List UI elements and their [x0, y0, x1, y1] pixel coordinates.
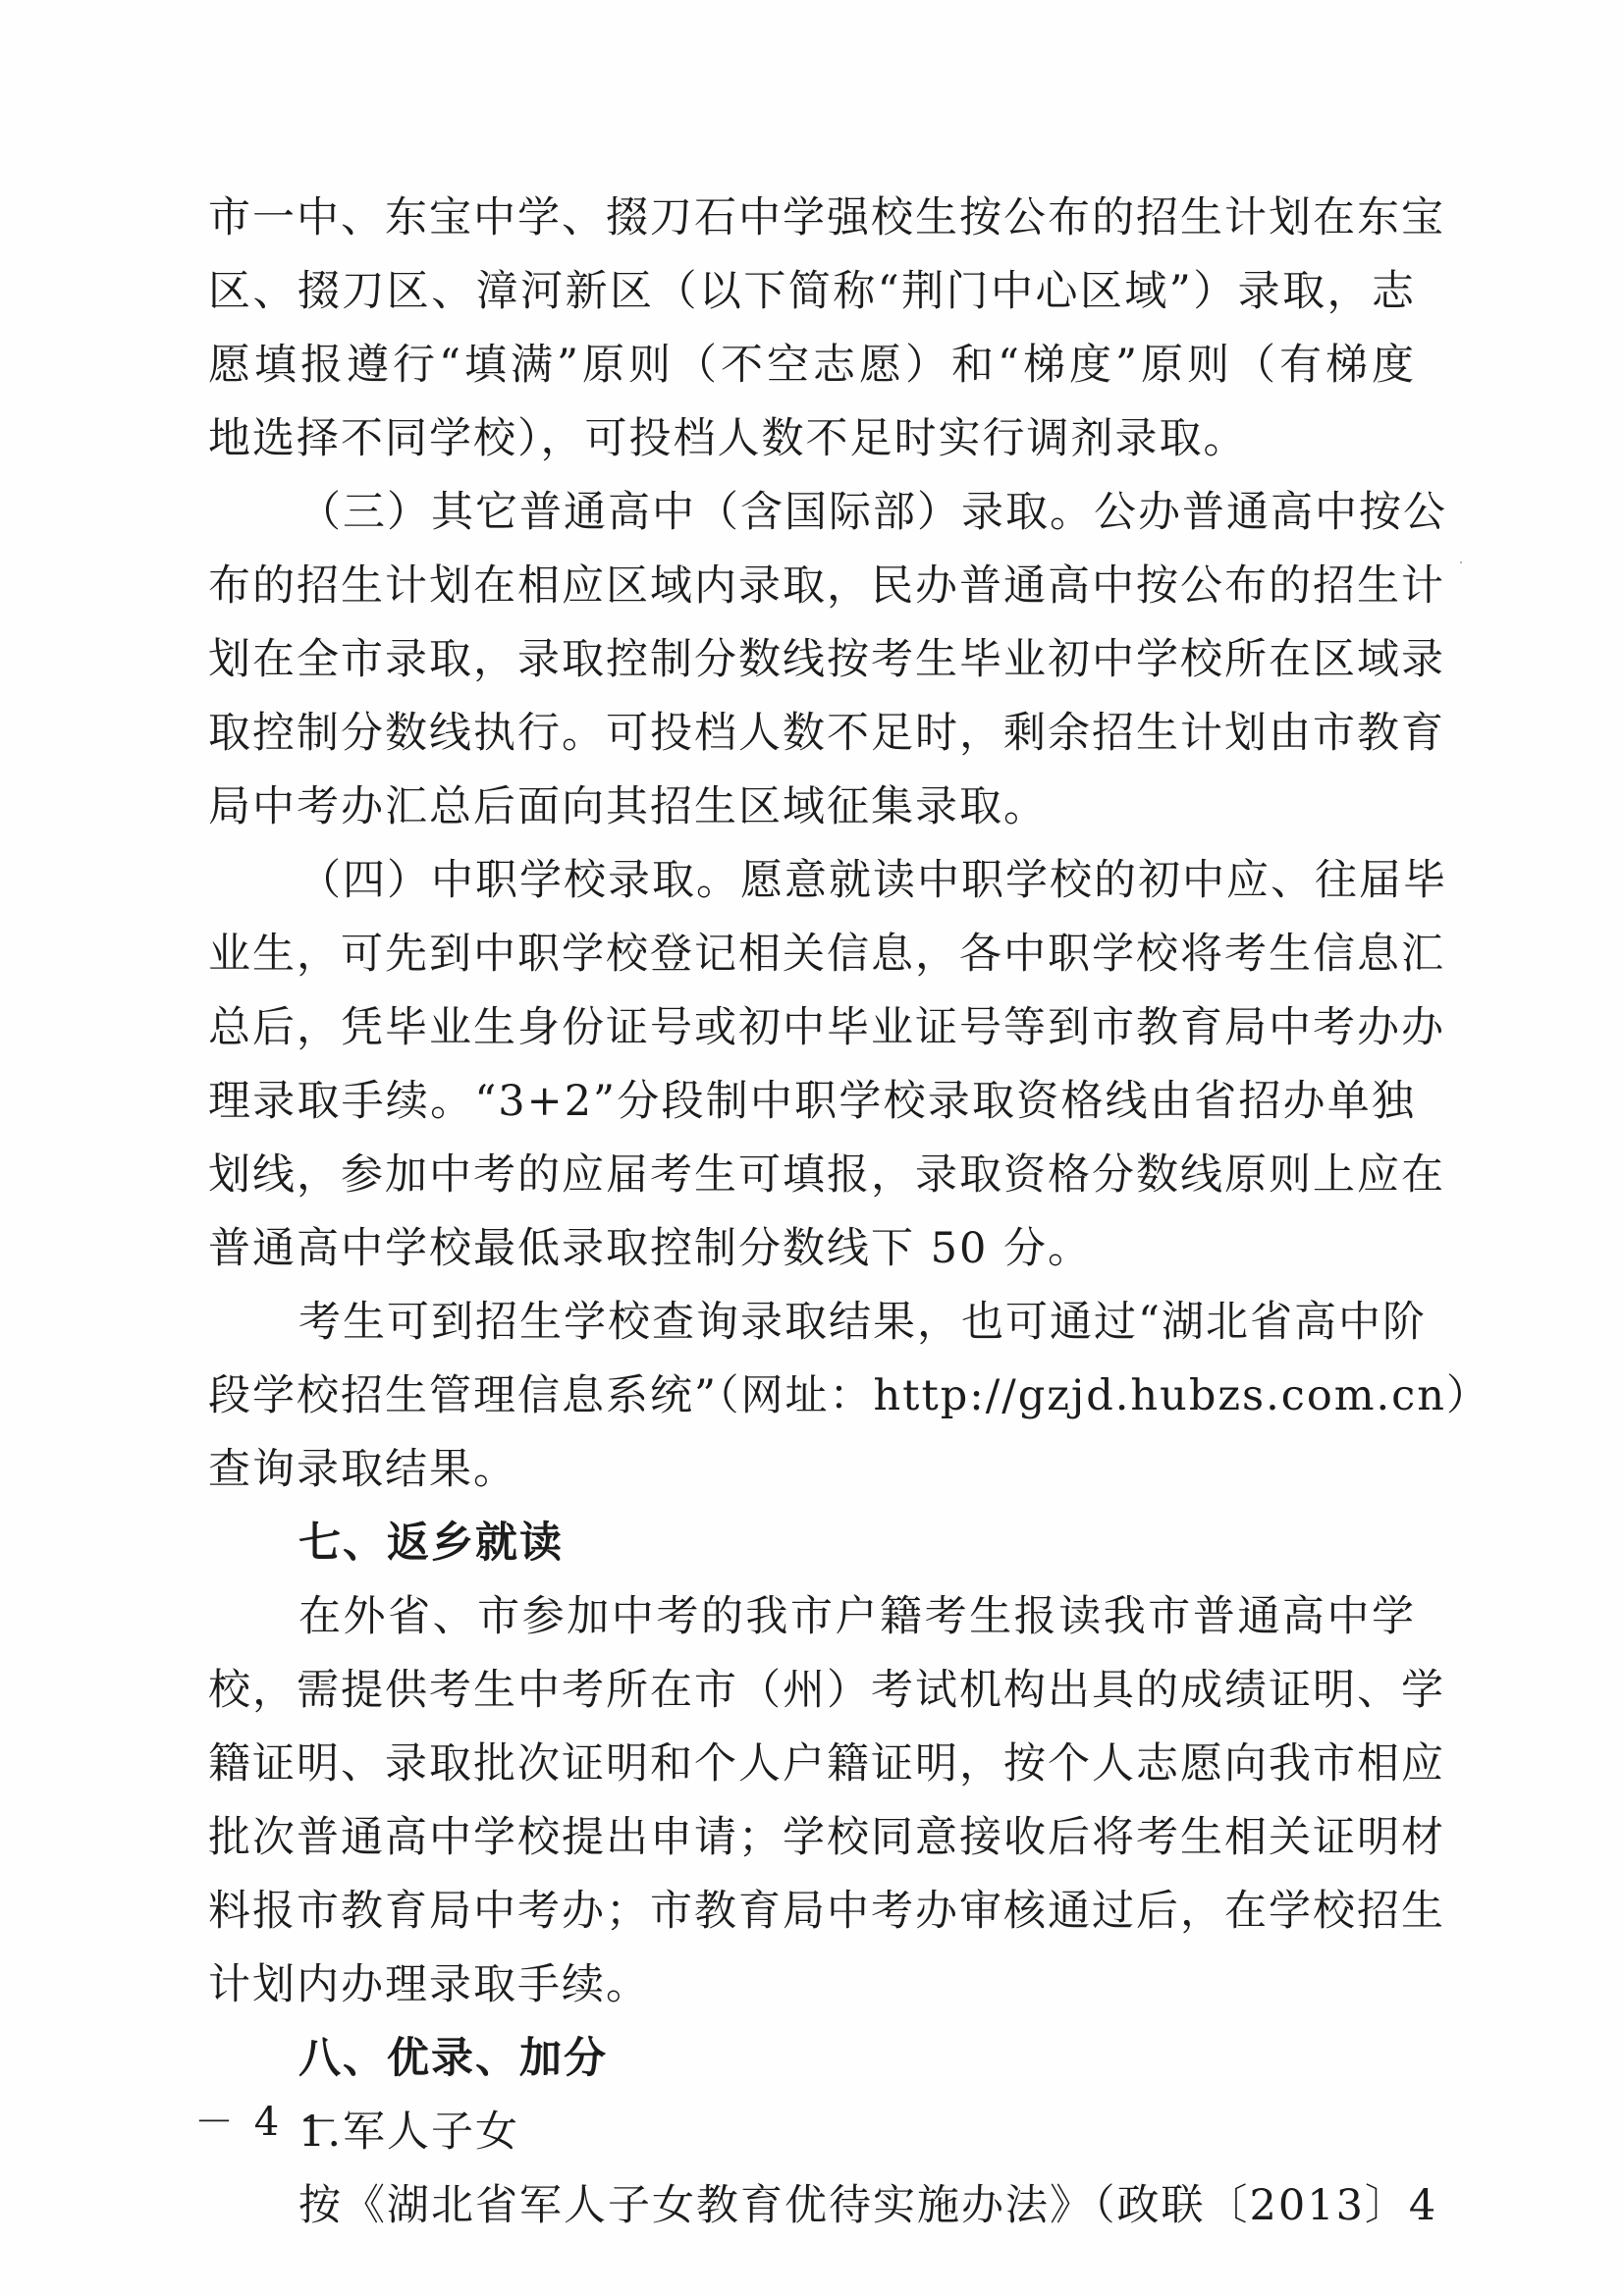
paragraph-line: 校，需提供考生中考所在市（州）考试机构出具的成绩证明、学 — [208, 1666, 1445, 1715]
paragraph-line: 市一中、东宝中学、掇刀石中学强校生按公布的招生计划在东宝 — [208, 193, 1445, 242]
paragraph-line: 查询录取结果。 — [208, 1445, 517, 1494]
paragraph-line: 局中考办汇总后面向其招生区域征集录取。 — [208, 782, 1048, 831]
paragraph-line: 按《湖北省军人子女教育优待实施办法》（政联〔2013〕4 — [298, 2181, 1438, 2230]
paragraph-line: 业生，可先到中职学校登记相关信息，各中职学校将考生信息汇 — [208, 930, 1445, 979]
paragraph-line: 计划内办理录取手续。 — [208, 1960, 650, 2009]
paragraph-line: 区、掇刀区、漳河新区（以下简称“荆门中心区域”）录取，志 — [208, 267, 1416, 316]
paragraph-line: 批次普通高中学校提出申请；学校同意接收后将考生相关证明材 — [208, 1813, 1445, 1862]
scan-speck — [1460, 561, 1462, 563]
paragraph-line: 理录取手续。“3+2”分段制中职学校录取资格线由省招办单独 — [208, 1077, 1416, 1126]
page-number: － 4 － — [194, 2100, 343, 2145]
paragraph-line: 总后，凭毕业生身份证号或初中毕业证号等到市教育局中考办办 — [208, 1003, 1445, 1052]
subsection-heading: 1.军人子女 — [298, 2108, 520, 2157]
document-body — [208, 182, 1490, 2243]
paragraph-line: 段学校招生管理信息系统”（网址：http://gzjd.hubzs.com.cn） — [208, 1371, 1490, 1420]
section-heading: 八、优录、加分 — [298, 2034, 608, 2083]
paragraph-line: 料报市教育局中考办；市教育局中考办审核通过后，在学校招生 — [208, 1887, 1445, 1936]
paragraph-line: 地选择不同学校），可投档人数不足时实行调剂录取。 — [208, 414, 1248, 463]
paragraph-line: 考生可到招生学校查询录取结果，也可通过“湖北省高中阶 — [298, 1298, 1427, 1347]
paragraph-line: （四）中职学校录取。愿意就读中职学校的初中应、往届毕 — [298, 856, 1447, 905]
paragraph-line: 在外省、市参加中考的我市户籍考生报读我市普通高中学 — [298, 1592, 1416, 1641]
paragraph-line: 划线，参加中考的应届考生可填报，录取资格分数线原则上应在 — [208, 1150, 1445, 1200]
paragraph-line: 取控制分数线执行。可投档人数不足时，剩余招生计划由市教育 — [208, 709, 1445, 758]
paragraph-line: 布的招生计划在相应区域内录取，民办普通高中按公布的招生计 — [208, 561, 1445, 611]
paragraph-line: 籍证明、录取批次证明和个人户籍证明，按个人志愿向我市相应 — [208, 1739, 1445, 1789]
paragraph-line: 划在全市录取，录取控制分数线按考生毕业初中学校所在区域录 — [208, 635, 1445, 684]
paragraph-line: 普通高中学校最低录取控制分数线下 50 分。 — [208, 1224, 1093, 1273]
paragraph-line: （三）其它普通高中（含国际部）录取。公办普通高中按公 — [298, 488, 1447, 537]
section-heading: 七、返乡就读 — [298, 1519, 564, 1568]
paragraph-line: 愿填报遵行“填满”原则（不空志愿）和“梯度”原则（有梯度 — [208, 341, 1416, 390]
